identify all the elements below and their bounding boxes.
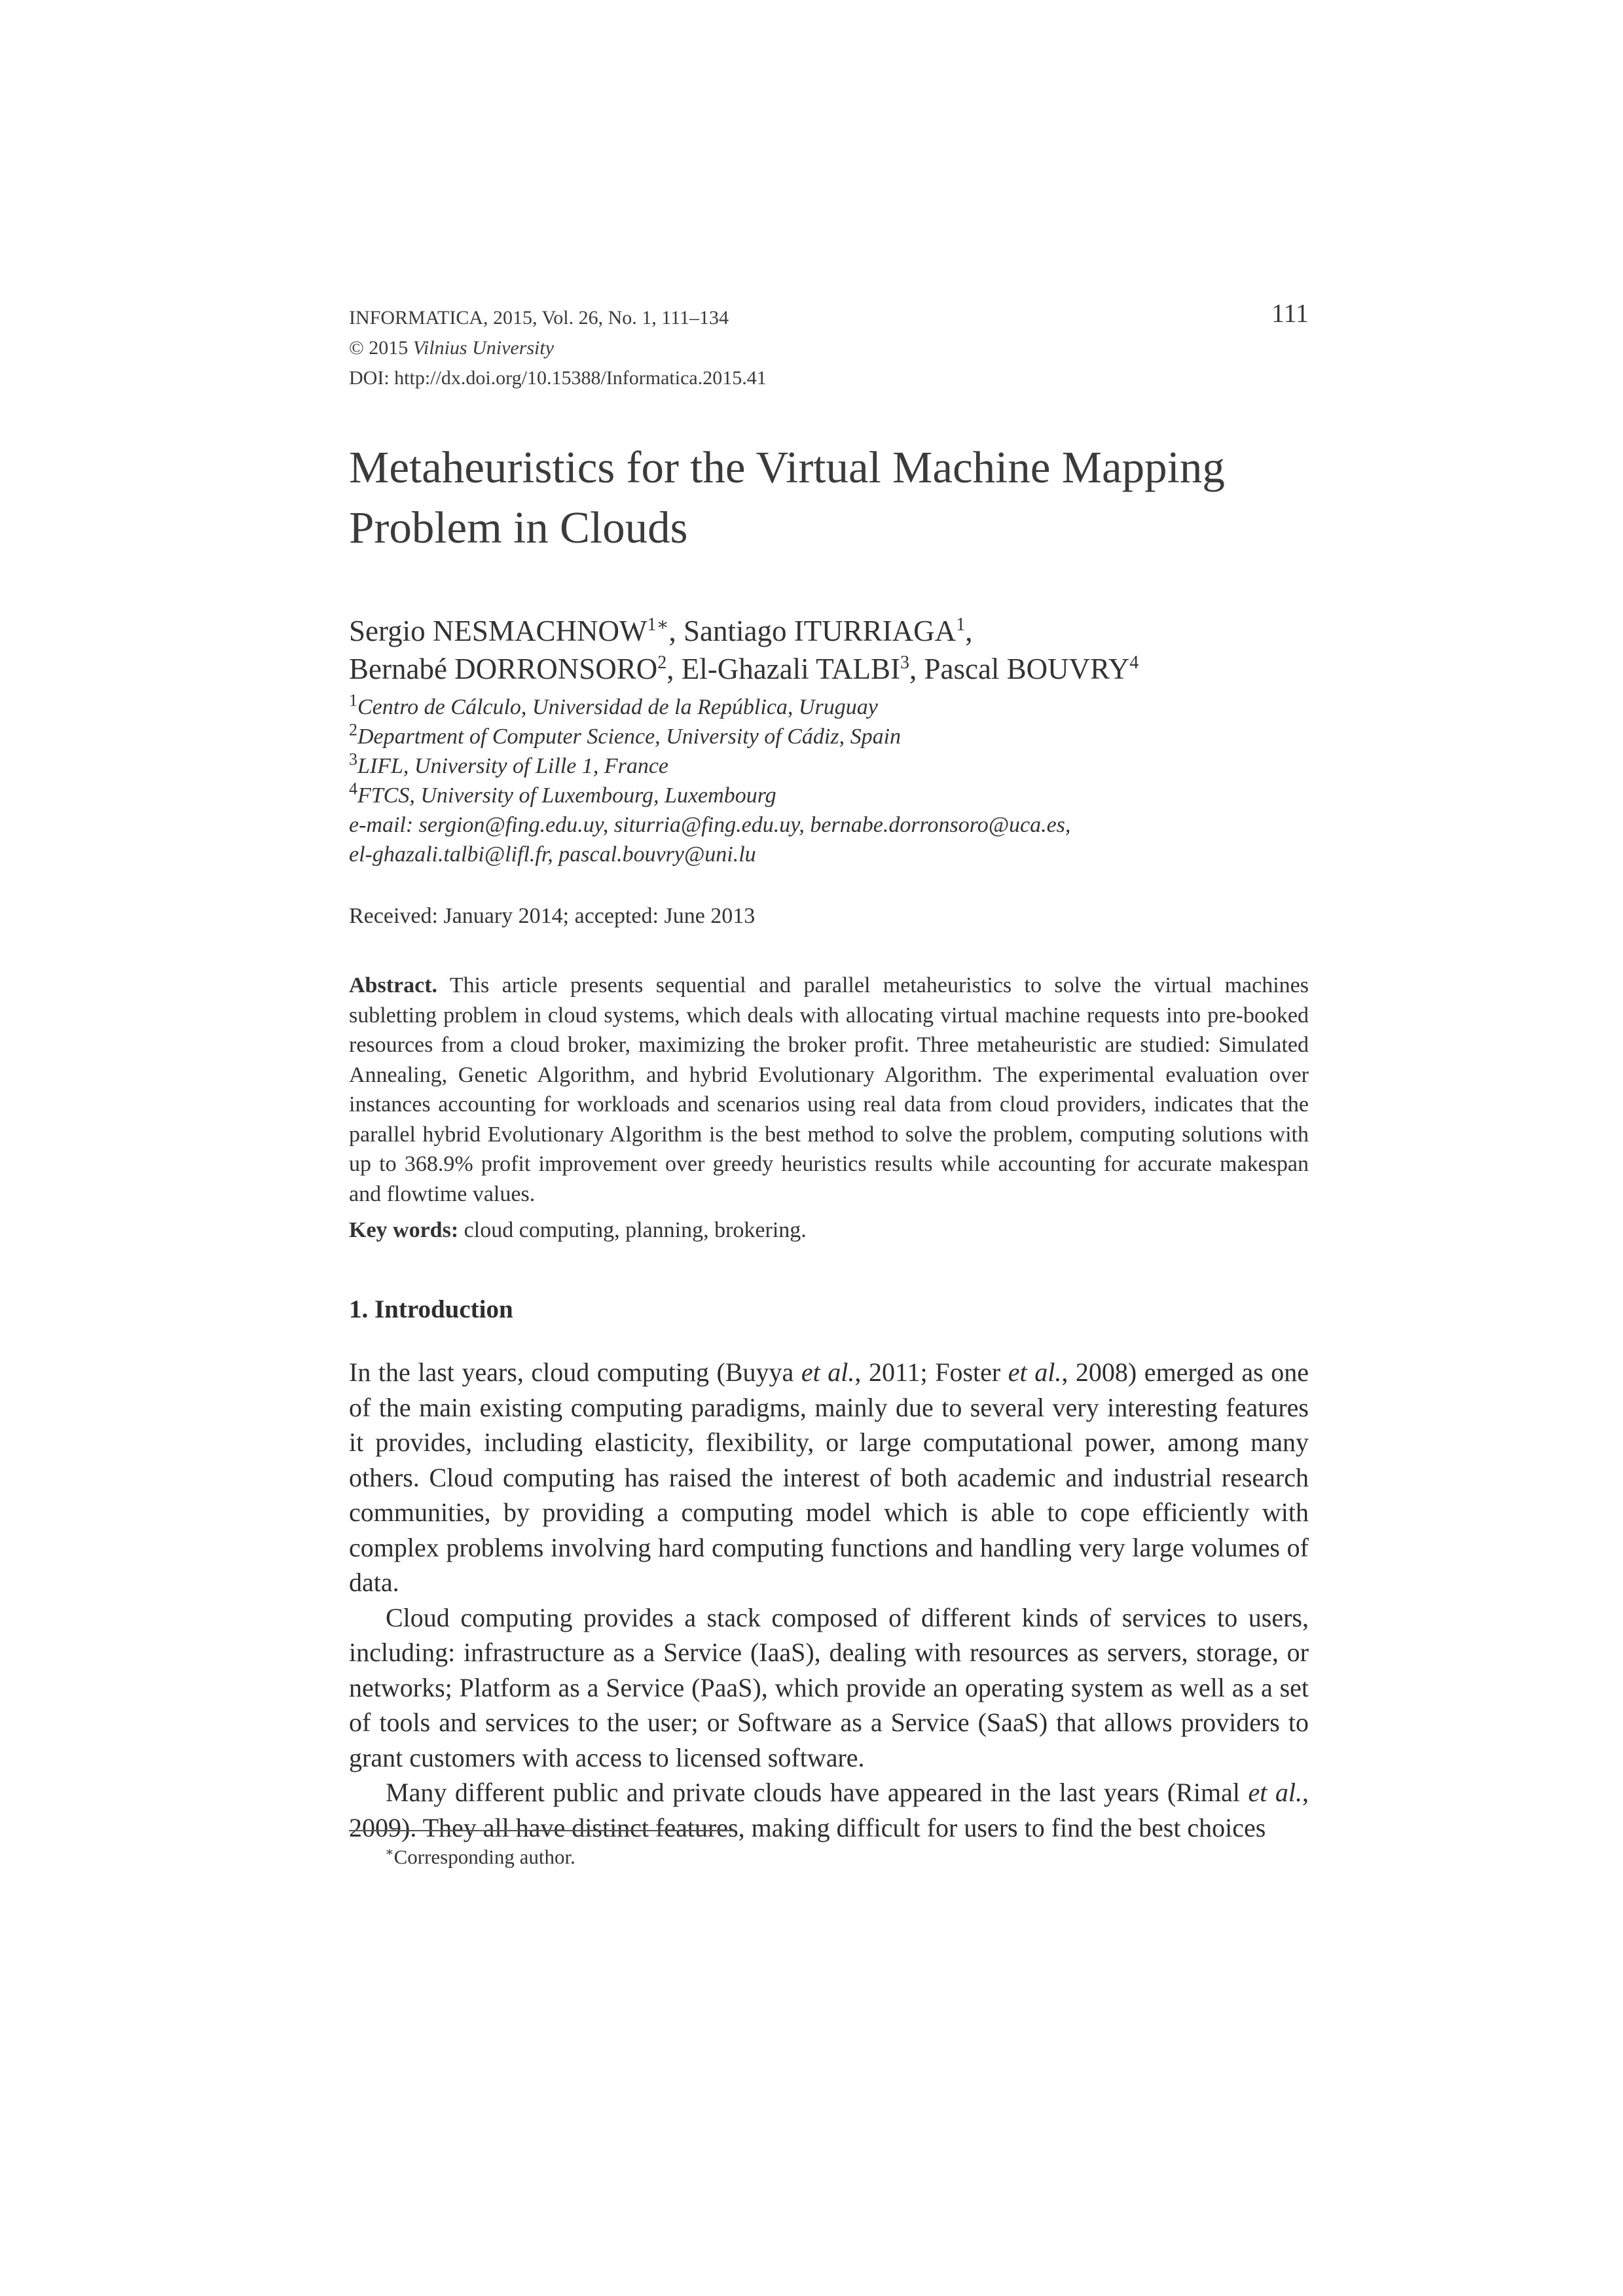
citation-etal: et al.: [1008, 1357, 1062, 1387]
author-affiliation-mark: 1: [956, 615, 966, 635]
journal-copyright: [349, 333, 1309, 363]
affiliation-text: LIFL, University of Lille 1, France: [357, 754, 669, 778]
author-name: Santiago ITURRIAGA: [683, 615, 957, 647]
affiliation-text: Department of Computer Science, University of Cádiz, Spain: [357, 725, 902, 749]
abstract: [349, 971, 1309, 1209]
title-line-2: Problem in Clouds: [349, 503, 688, 552]
citation-etal: et al.: [1248, 1778, 1303, 1807]
abstract-label: Abstract.: [349, 973, 438, 997]
author-affiliation-mark: 3: [900, 653, 909, 673]
affiliation-number: 4: [349, 779, 357, 798]
journal-citation: INFORMATICA, 2015, Vol. 26, No. 1, 111–134: [349, 307, 729, 329]
body-text-run: , 2011; Foster: [854, 1357, 1008, 1387]
page-number: 111: [1271, 298, 1309, 328]
affiliation-text: Centro de Cálculo, Universidad de la República, Uruguay: [357, 695, 878, 719]
journal-doi: DOI: http://dx.doi.org/10.15388/Informatica.2015.41: [349, 367, 767, 389]
publisher-name: Vilnius University: [412, 337, 555, 359]
email-line: e-mail: sergion@fing.edu.uy, siturria@fing.edu.uy, bernabe.dorronsoro@uca.es,: [349, 813, 1071, 837]
affiliation-number: 2: [349, 720, 357, 740]
author-name: Pascal BOUVRY: [924, 653, 1130, 685]
author-list: Sergio $NESMACHNOW^{1∗}$, Santiago ITURRIAGA$^1$, Bernabé DORRONSORO$^2$, El-Ghazali TALBI$^3$, Pascal BOUVRY$^4$: [349, 615, 1139, 685]
body-text-run: Many different public and private clouds have appeared in the last years (Rimal: [386, 1778, 1249, 1807]
paper-title: [349, 437, 1309, 558]
body-paragraph: Cloud computing provides a stack composed of different kinds of services to users, including: infrastructure as a Service (IaaS), dealing with resources as servers, storage, or networks; Platform as a Service (PaaS), which provide an operating system as well as a set of tools and services to the user; or Software as a Service (SaaS) that allows providers to grant customers with access to licensed software.: [349, 1602, 1309, 1772]
abstract-text: This article presents sequential and parallel metaheuristics to solve the virtual machines subletting problem in cloud systems, which deals with allocating virtual machine requests into pre-booked resources from a cloud broker, maximizing the broker profit. Three metaheuristic are studied: Simulated Annealing, Genetic Algorithm, and hybrid Evolutionary Algorithm. The experimental evaluation over instances accounting for workloads and scenarios using real data from cloud providers, indicates that the parallel hybrid Evolutionary Algorithm is the best method to solve the problem, computing solutions with up to 368.9% profit improvement over greedy heuristics results while accounting for accurate makespan and flowtime values.: [349, 973, 1309, 1206]
footnote-mark: ∗: [385, 1845, 394, 1859]
affiliation-number: 3: [349, 749, 357, 769]
body-text-run: , 2009). They all have distinct features, making difficult for users to find the best choices: [349, 1778, 1309, 1842]
author-name: El-Ghazali TALBI: [681, 653, 900, 685]
section-heading: 1. Introduction: [349, 1295, 513, 1323]
section-body: [349, 1355, 1309, 1845]
affiliation-text: FTCS, University of Luxembourg, Luxembourg: [357, 783, 776, 808]
author-affiliation-mark: 4: [1129, 653, 1139, 673]
footnote: [385, 1839, 575, 1870]
received-dates: Received: January 2014; accepted: June 2013: [349, 904, 756, 928]
author-name: Sergio NESMACHNOW: [349, 615, 647, 647]
citation-etal: et al.: [801, 1357, 855, 1387]
affiliation-item: [349, 692, 1309, 722]
keywords-text: cloud computing, planning, brokering.: [464, 1218, 807, 1242]
copyright-prefix: © 2015: [349, 337, 413, 359]
affiliation-number: 1: [349, 691, 357, 710]
affiliation-item: [349, 781, 1309, 810]
affiliation-list: [349, 692, 1309, 869]
journal-header: [349, 303, 1309, 393]
body-paragraph: [349, 1775, 1309, 1845]
footnote-divider: [349, 1830, 735, 1831]
body-text-run: In the last years, cloud computing (Buyya: [349, 1357, 801, 1387]
author-affiliation-mark: 1∗: [647, 615, 669, 635]
title-line-1: Metaheuristics for the Virtual Machine Mapping: [349, 442, 1225, 492]
affiliation-item: [349, 722, 1309, 751]
body-text-run: , 2008) emerged as one of the main existing computing paradigms, mainly due to several very interesting features it provides, including elasticity, flexibility, or large computational power, among many others. Cloud computing has raised the interest of both academic and industrial research communities, by providing a computing model which is able to cope efficiently with complex problems involving hard computing functions and handling very large volumes of data.: [349, 1357, 1309, 1597]
body-paragraph: [349, 1355, 1309, 1600]
footnote-text: Corresponding author.: [393, 1845, 575, 1869]
keywords: [349, 1216, 1309, 1245]
affiliation-item: [349, 751, 1309, 781]
keywords-label: Key words:: [349, 1218, 459, 1242]
email-line: el-ghazali.talbi@lifl.fr, pascal.bouvry@uni.lu: [349, 842, 756, 867]
author-affiliation-mark: 2: [657, 653, 667, 673]
author-name: Bernabé DORRONSORO: [349, 653, 658, 685]
